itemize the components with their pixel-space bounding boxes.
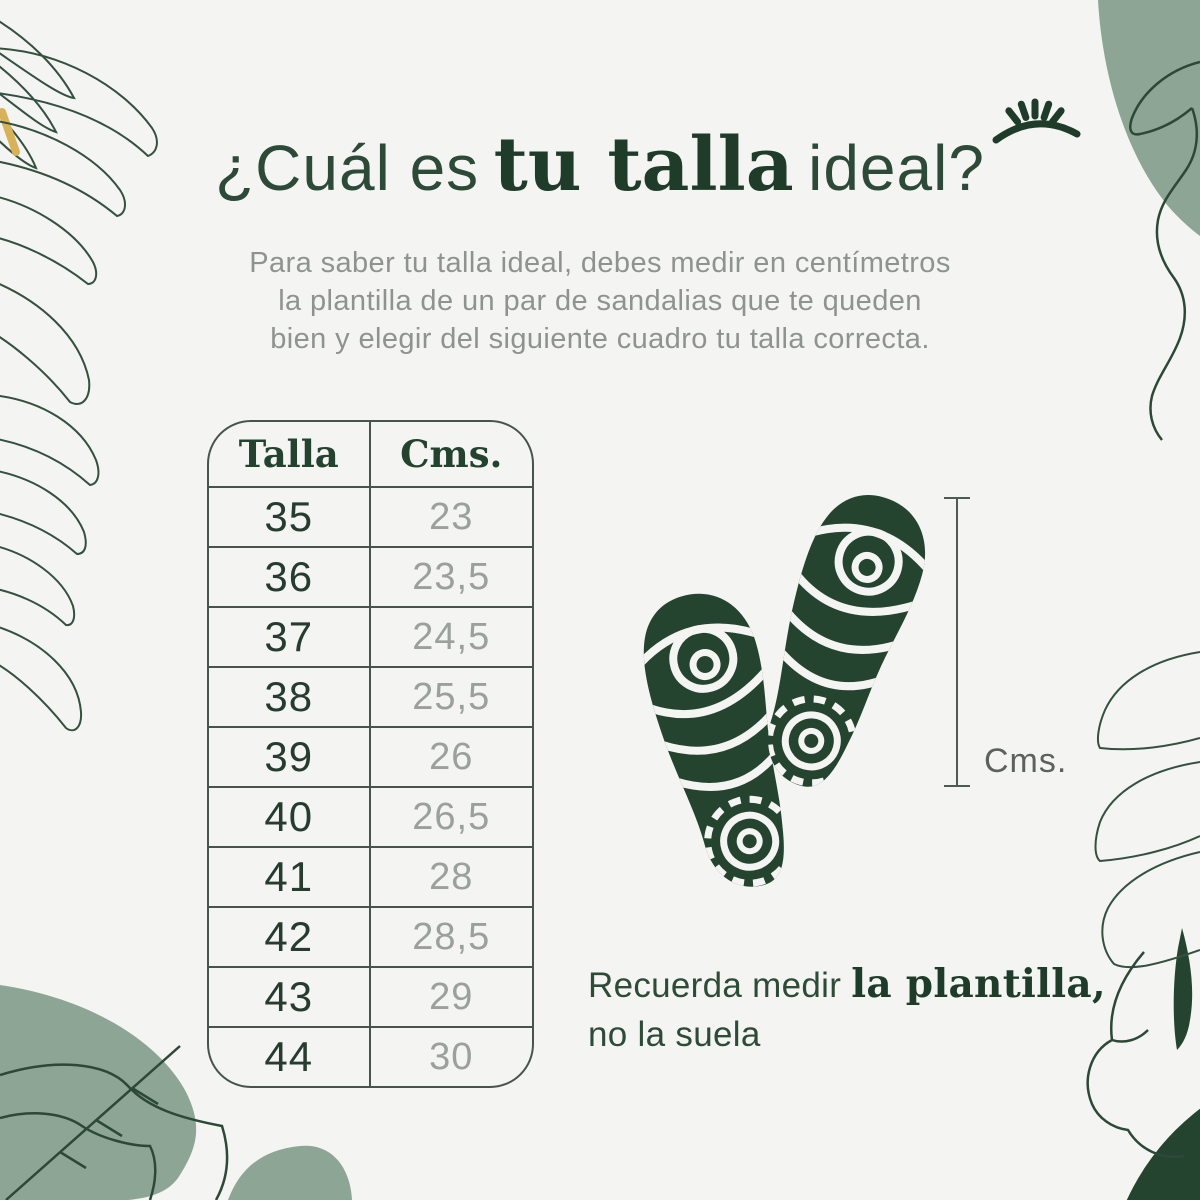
size-table-row	[209, 1026, 532, 1086]
size-value: 43	[209, 968, 371, 1026]
size-value: 35	[209, 488, 371, 546]
size-table-header	[209, 422, 532, 486]
reminder-line-2: no la suela	[588, 1015, 761, 1054]
cms-value: 29	[429, 975, 474, 1018]
size-value: 42	[209, 908, 371, 966]
header-cms: Cms.	[400, 432, 503, 476]
reminder-emphasis: la plantilla	[851, 961, 1092, 1007]
ruler-label: Cms.	[984, 742, 1068, 780]
cms-value: 26,5	[412, 795, 491, 838]
reminder-prefix: Recuerda medir	[588, 966, 852, 1005]
cms-value: 23,5	[412, 555, 491, 598]
foot-arch-toes-icon	[990, 98, 1082, 152]
title-prefix: ¿Cuál es	[215, 132, 480, 204]
cms-value: 25,5	[412, 675, 491, 718]
cms-value: 26	[429, 735, 474, 778]
header-talla: Talla	[209, 422, 371, 486]
reminder-punctuation: ,	[1091, 961, 1106, 1007]
size-table-row	[209, 486, 532, 546]
title-suffix: ideal?	[808, 132, 985, 204]
size-value: 44	[209, 1028, 371, 1086]
size-value: 39	[209, 728, 371, 786]
intro-line-1: Para saber tu talla ideal, debes medir en centímetros	[249, 247, 951, 279]
size-table-row	[209, 846, 532, 906]
reminder-text	[588, 960, 1148, 1059]
size-value: 36	[209, 548, 371, 606]
cms-value: 28,5	[412, 915, 491, 958]
size-value: 40	[209, 788, 371, 846]
cms-value: 23	[429, 495, 474, 538]
size-table	[207, 420, 534, 1088]
size-table-row	[209, 726, 532, 786]
cms-value: 28	[429, 855, 474, 898]
size-value: 38	[209, 668, 371, 726]
cms-value: 24,5	[412, 615, 491, 658]
footprint-right	[745, 481, 942, 803]
measurement-ruler	[940, 492, 974, 792]
intro-paragraph	[0, 244, 1200, 358]
intro-line-2: la plantilla de un par de sandalias que te queden	[278, 285, 922, 317]
title-emphasis: tu talla	[493, 122, 794, 208]
size-value: 41	[209, 848, 371, 906]
size-table-row	[209, 546, 532, 606]
size-table-row	[209, 966, 532, 1026]
size-table-row	[209, 666, 532, 726]
size-table-row	[209, 906, 532, 966]
cms-value: 30	[429, 1035, 474, 1078]
intro-line-3: bien y elegir del siguiente cuadro tu talla correcta.	[270, 323, 930, 355]
size-table-row	[209, 606, 532, 666]
size-table-row	[209, 786, 532, 846]
size-value: 37	[209, 608, 371, 666]
